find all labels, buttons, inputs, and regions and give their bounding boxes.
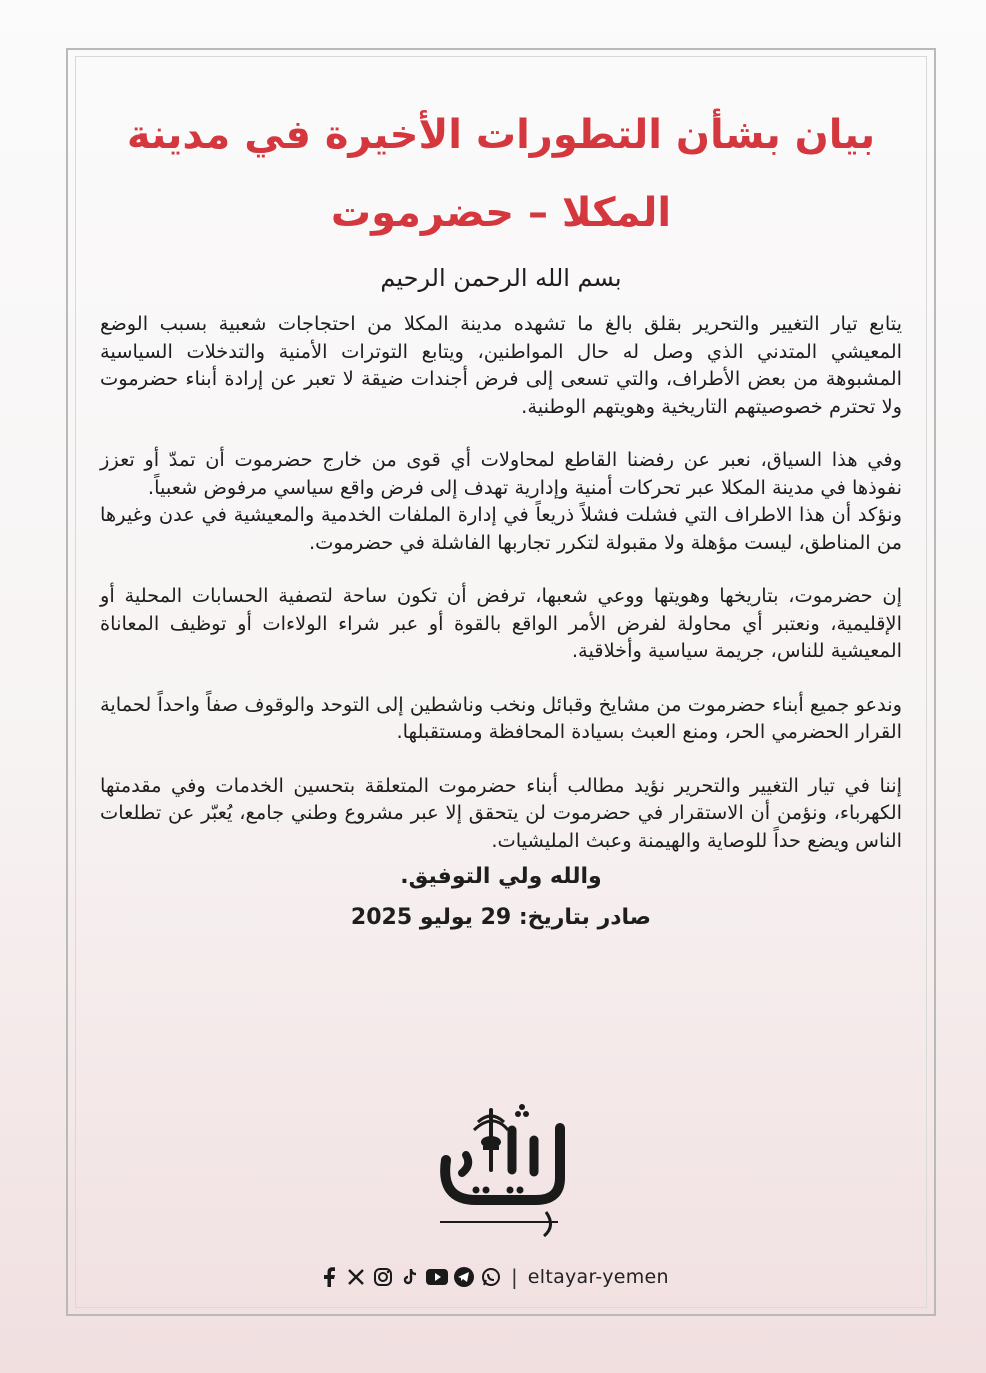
paragraph-2: وفي هذا السياق، نعبر عن رفضنا القاطع لمحاولات أي قوى من خارج حضرموت أن تمدّ أو تعزز نفوذها في مدينة المكلا عبر تحركات أمنية وإدارية تهدف إلى فرض واقع سياسي مرفوض شعبياً.: [100, 448, 902, 499]
issue-date: صادر بتاريخ: 29 يوليو 2025: [350, 905, 652, 930]
statement-title-line-2: المكلا – حضرموت: [330, 190, 672, 236]
eltayar-logo: [426, 1100, 576, 1260]
telegram-icon[interactable]: [453, 1266, 475, 1288]
paragraph-3: ونؤكد أن هذا الاطراف التي فشلت فشلاً ذريعاً في إدارة الملفات الخدمية والمعيشية في عدن وغيرها من المناطق، ليست مؤهلة ولا مقبولة لتكرر تجاربها الفاشلة في حضرموت.: [100, 503, 902, 554]
instagram-icon[interactable]: [372, 1266, 394, 1288]
statement-title-line-1: بيان بشأن التطورات الأخيرة في مدينة: [126, 112, 876, 158]
paragraph-4: إن حضرموت، بتاريخها وهويتها ووعي شعبها، ترفض أن تكون ساحة لتصفية الحسابات المحلية أو الإقليمية، ونعتبر أي محاولة لفرض الأمر الواقع بالقوة أو عبر شراء الولاءات أو توظيف المعاناة المعيشية للناس، جريمة سياسية وأخلاقية.: [100, 584, 902, 662]
social-separator: |: [511, 1265, 518, 1289]
basmala: بسم الله الرحمن الرحيم: [380, 264, 622, 292]
social-links-bar: [318, 1264, 669, 1290]
paragraph-6: إننا في تيار التغيير والتحرير نؤيد مطالب أبناء حضرموت المتعلقة بتحسين الخدمات وفي مقدمتها الكهرباء، ونؤمن أن الاستقرار في حضرموت لن يتحقق إلا عبر مشروع وطني جامع، يُعبّر عن تطلعات الناس ويضع حداً للوصاية والهيمنة وعبث المليشيات.: [100, 773, 902, 852]
tiktok-icon[interactable]: [399, 1266, 421, 1288]
facebook-icon[interactable]: [318, 1266, 340, 1288]
youtube-icon[interactable]: [426, 1266, 448, 1288]
whatsapp-icon[interactable]: [480, 1266, 502, 1288]
paragraph-1: يتابع تيار التغيير والتحرير بقلق بالغ ما تشهده مدينة المكلا من احتجاجات شعبية بسبب الوضع المعيشي المتدني الذي وصل له حال المواطنين، ويتابع التوترات الأمنية والتدخلات السياسية المشبوهة من بعض الأطراف، والتي تسعى إلى فرض أجندات ضيقة لا تعبر عن إرادة أبناء حضرموت ولا تحترم خصوصيتهم التاريخية وهويتهم الوطنية.: [100, 312, 902, 418]
paragraph-5: وندعو جميع أبناء حضرموت من مشايخ وقبائل ونخب وناشطين إلى التوحد والوقوف صفاً واحداً لحماية القرار الحضرمي الحر، ومنع العبث بسيادة المحافظة ومستقبلها.: [100, 692, 902, 743]
eltayar-logo-graphic: [426, 1100, 576, 1260]
social-handle[interactable]: eltayar-yemen: [527, 1266, 669, 1288]
closing-phrase: والله ولي التوفيق.: [400, 864, 602, 889]
statement-document: [100, 96, 902, 930]
x-icon[interactable]: [345, 1266, 367, 1288]
